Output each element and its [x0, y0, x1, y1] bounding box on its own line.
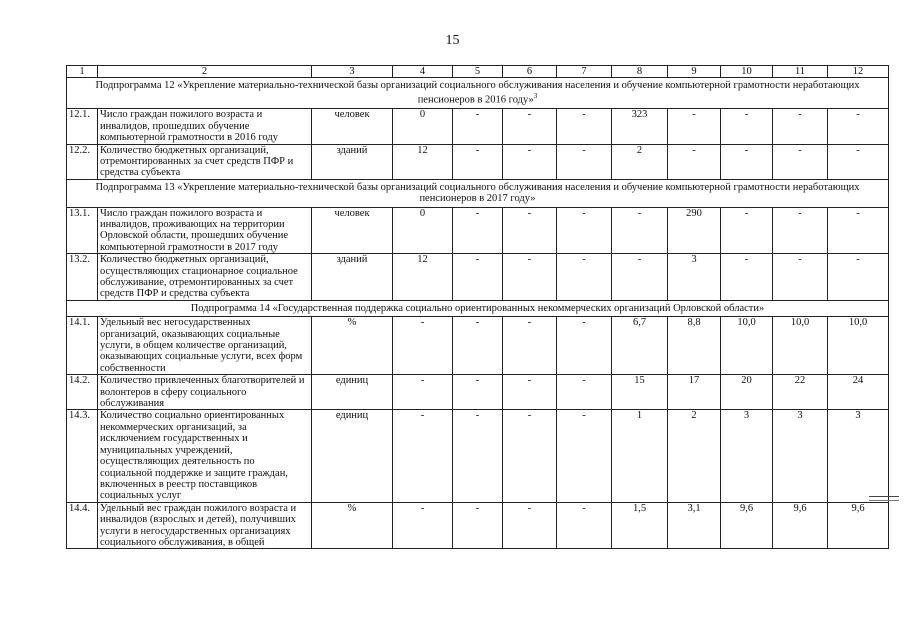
- column-number: 7: [557, 66, 612, 78]
- page-number: 15: [445, 33, 460, 48]
- indicator-value: -: [453, 502, 503, 549]
- subprogram-title-cell: [67, 179, 889, 207]
- subprogram-title-cell: [67, 300, 889, 316]
- indicator-number: 12.2.: [67, 144, 98, 179]
- unit-of-measure: единиц: [312, 410, 393, 502]
- indicator-value: -: [393, 375, 453, 410]
- column-number: 4: [393, 66, 453, 78]
- unit-of-measure: единиц: [312, 375, 393, 410]
- indicator-number: 14.4.: [67, 502, 98, 549]
- column-number: 10: [721, 66, 773, 78]
- footnote-mark: 3: [533, 92, 538, 101]
- indicator-value: -: [721, 144, 773, 179]
- table-row: [67, 109, 889, 144]
- indicator-value: -: [453, 317, 503, 375]
- indicator-value: 17: [668, 375, 721, 410]
- indicator-value: -: [668, 144, 721, 179]
- indicators-table: [66, 65, 889, 549]
- unit-of-measure: зданий: [312, 144, 393, 179]
- column-number: 8: [612, 66, 668, 78]
- table-row: [67, 502, 889, 549]
- indicator-value: -: [668, 109, 721, 144]
- indicator-value: -: [773, 109, 828, 144]
- indicator-value: -: [773, 207, 828, 254]
- unit-of-measure: зданий: [312, 254, 393, 301]
- table-row: [67, 207, 889, 254]
- indicator-value: -: [773, 144, 828, 179]
- column-number: 12: [828, 66, 889, 78]
- indicator-value: 1,5: [612, 502, 668, 549]
- indicator-value: 3: [773, 410, 828, 502]
- indicator-name: Удельный вес граждан пожилого возраста и инвалидов (взрослых и детей), получивших услуги в негосударственных организациях социального обслуживания, в общей: [98, 502, 312, 549]
- indicator-value: -: [557, 144, 612, 179]
- indicator-number: 13.1.: [67, 207, 98, 254]
- indicator-value: -: [503, 144, 557, 179]
- indicator-value: 9,6: [773, 502, 828, 549]
- indicator-value: -: [453, 375, 503, 410]
- subprogram-title: Подпрограмма 14 «Государственная поддержка социально ориентированных некоммерческих организаций Орловской области»: [190, 302, 765, 314]
- indicator-value: -: [557, 410, 612, 502]
- indicator-value: -: [503, 375, 557, 410]
- indicator-value: -: [773, 254, 828, 301]
- indicator-value: 12: [393, 144, 453, 179]
- subprogram-row: [67, 300, 889, 316]
- indicator-value: 8,8: [668, 317, 721, 375]
- indicator-value: 290: [668, 207, 721, 254]
- indicator-value: 9,6: [721, 502, 773, 549]
- indicator-value: -: [453, 144, 503, 179]
- subprogram-row: [67, 78, 889, 109]
- indicator-value: -: [453, 109, 503, 144]
- indicator-value: -: [612, 207, 668, 254]
- unit-of-measure: %: [312, 317, 393, 375]
- indicator-value: 2: [612, 144, 668, 179]
- indicator-name: Число граждан пожилого возраста и инвалидов, прошедших обучение компьютерной грамотности в 2016 году: [98, 109, 312, 144]
- indicator-value: 3: [721, 410, 773, 502]
- scan-artifact-line: [869, 496, 899, 501]
- indicator-value: -: [393, 502, 453, 549]
- indicator-number: 14.1.: [67, 317, 98, 375]
- indicator-value: -: [612, 254, 668, 301]
- indicator-value: 2: [668, 410, 721, 502]
- unit-of-measure: человек: [312, 109, 393, 144]
- indicator-value: 24: [828, 375, 889, 410]
- column-number: 2: [98, 66, 312, 78]
- indicator-value: -: [503, 254, 557, 301]
- table-body: [67, 66, 889, 549]
- indicator-value: 3: [668, 254, 721, 301]
- column-number: 3: [312, 66, 393, 78]
- indicator-value: 9,6: [828, 502, 889, 549]
- column-number: 9: [668, 66, 721, 78]
- subprogram-title: Подпрограмма 13 «Укрепление материально-технической базы организаций социального обслуживания населения и обучение компьютерной грамотности неработающих пенсионеров в 2017 году»: [95, 181, 860, 205]
- indicator-value: -: [503, 109, 557, 144]
- indicator-value: -: [557, 109, 612, 144]
- indicator-value: -: [557, 317, 612, 375]
- indicator-number: 13.2.: [67, 254, 98, 301]
- indicator-value: -: [721, 207, 773, 254]
- column-number: 11: [773, 66, 828, 78]
- indicator-name: Число граждан пожилого возраста и инвалидов, проживающих на территории Орловской области, прошедших обучение компьютерной грамотности в 2017 году: [98, 207, 312, 254]
- column-number: 1: [67, 66, 98, 78]
- indicator-value: 323: [612, 109, 668, 144]
- column-number-row: [67, 66, 889, 78]
- indicator-value: -: [828, 254, 889, 301]
- indicator-value: 22: [773, 375, 828, 410]
- indicator-value: -: [393, 410, 453, 502]
- indicator-value: -: [503, 207, 557, 254]
- indicator-value: 3,1: [668, 502, 721, 549]
- indicator-value: -: [503, 502, 557, 549]
- indicator-value: 10,0: [721, 317, 773, 375]
- indicator-value: -: [557, 207, 612, 254]
- indicator-value: 1: [612, 410, 668, 502]
- indicator-value: 20: [721, 375, 773, 410]
- indicator-value: 3: [828, 410, 889, 502]
- indicator-name: Удельный вес негосударственных организаций, оказывающих социальные услуги, в общем количестве организаций, оказывающих социальные услуги, всех форм собственности: [98, 317, 312, 375]
- indicator-value: 6,7: [612, 317, 668, 375]
- unit-of-measure: человек: [312, 207, 393, 254]
- indicator-value: -: [828, 109, 889, 144]
- table-row: [67, 375, 889, 410]
- subprogram-title-cell: [67, 78, 889, 109]
- table-row: [67, 144, 889, 179]
- indicator-value: -: [503, 317, 557, 375]
- column-number: 6: [503, 66, 557, 78]
- indicator-number: 14.2.: [67, 375, 98, 410]
- indicator-value: -: [557, 502, 612, 549]
- indicator-value: -: [453, 254, 503, 301]
- indicator-value: 10,0: [828, 317, 889, 375]
- indicator-value: -: [828, 144, 889, 179]
- table-row: [67, 410, 889, 502]
- indicator-number: 14.3.: [67, 410, 98, 502]
- indicator-value: 15: [612, 375, 668, 410]
- table-row: [67, 254, 889, 301]
- indicator-value: -: [721, 109, 773, 144]
- indicator-number: 12.1.: [67, 109, 98, 144]
- subprogram-title: Подпрограмма 12 «Укрепление материально-технической базы организаций социального обслуживания населения и обучение компьютерной грамотности неработающих пенсионеров в 2016 году»: [95, 80, 860, 106]
- indicator-value: -: [828, 207, 889, 254]
- indicator-name: Количество бюджетных организаций, отремонтированных за счет средств ПФР и средства субъекта: [98, 144, 312, 179]
- indicator-value: -: [393, 317, 453, 375]
- column-number: 5: [453, 66, 503, 78]
- indicator-value: -: [721, 254, 773, 301]
- indicator-value: -: [557, 254, 612, 301]
- indicator-value: 0: [393, 109, 453, 144]
- table-row: [67, 317, 889, 375]
- subprogram-row: [67, 179, 889, 207]
- indicator-name: Количество социально ориентированных некоммерческих организаций, за исключением государственных и муниципальных учреждений, осуществляющих деятельность по социальной поддержке и защите граждан, включенных в реестр поставщиков социальных услуг: [98, 410, 312, 502]
- indicator-value: -: [557, 375, 612, 410]
- indicator-value: 0: [393, 207, 453, 254]
- indicator-value: -: [453, 410, 503, 502]
- unit-of-measure: %: [312, 502, 393, 549]
- indicator-value: -: [503, 410, 557, 502]
- indicator-value: -: [453, 207, 503, 254]
- indicator-name: Количество привлеченных благотворителей и волонтеров в сферу социального обслуживания: [98, 375, 312, 410]
- indicator-value: 12: [393, 254, 453, 301]
- indicator-value: 10,0: [773, 317, 828, 375]
- indicator-name: Количество бюджетных организаций, осуществляющих стационарное социальное обслуживание, отремонтированных за счет средств ПФР и средства субъекта: [98, 254, 312, 301]
